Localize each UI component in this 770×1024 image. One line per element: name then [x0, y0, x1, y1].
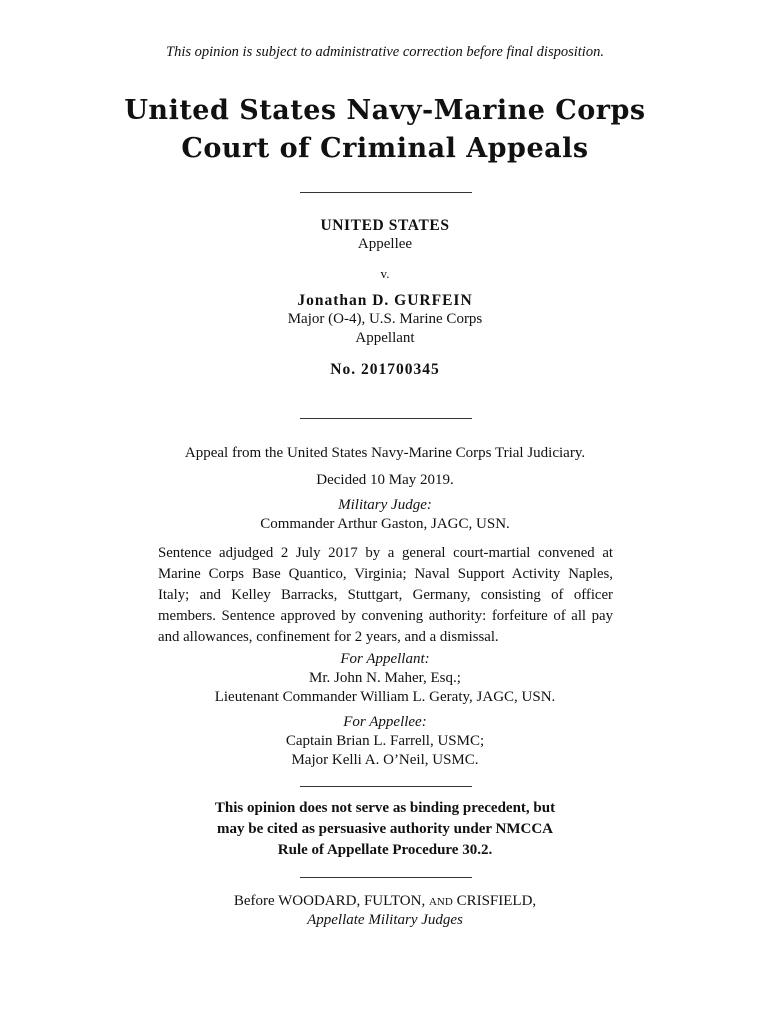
military-judge-label: Military Judge: [338, 497, 432, 513]
party-united-states: UNITED STATES [320, 217, 450, 234]
panel-judges [0, 892, 770, 911]
panel-last-judge: CRISFIELD, [456, 893, 537, 909]
panel-before: Before WOODARD, FULTON, [233, 893, 426, 909]
sentence-paragraph: Sentence adjudged 2 July 2017 by a general court-martial convened at Marine Corps Base Quantico, Virginia; Naval Support Activity Naples, Italy; and Kelley Barracks, Stuttgart, Germany, consisting of officer members. Sentence approved by convening authority: forfeiture of all pay and allowances, confinement for 2 years, and a dismissal. [158, 545, 613, 645]
divider-rule [300, 192, 472, 193]
appeal-info [0, 444, 770, 534]
appellant-counsel-1: Mr. John N. Maher, Esq.; [309, 670, 461, 686]
precedent-line3: Rule of Appellate Procedure 30.2. [277, 842, 493, 858]
appeal-from: Appeal from the United States Navy-Marine Corps Trial Judiciary. [184, 445, 586, 461]
court-title-line2: Court of Criminal Appeals [181, 133, 589, 164]
precedent-line1: This opinion does not serve as binding precedent, but [214, 800, 556, 816]
appellee-counsel-1: Captain Brian L. Farrell, USMC; [285, 733, 485, 749]
divider-rule [300, 418, 472, 419]
party-role-appellant: Appellant [355, 330, 415, 346]
party-role-appellee: Appellee [357, 236, 413, 252]
court-title-line1: United States Navy-Marine Corps [124, 95, 646, 126]
appellee-counsel-2: Major Kelli A. O’Neil, USMC. [291, 752, 479, 768]
appellant-counsel-2: Lieutenant Commander William L. Geraty, JAGC, USN. [214, 689, 556, 705]
court-title [0, 92, 770, 168]
counsel-info [0, 650, 770, 770]
divider-rule [300, 877, 472, 878]
precedent-notice [0, 798, 770, 861]
correction-notice: This opinion is subject to administrative correction before final disposition. [166, 44, 604, 60]
panel-info [0, 892, 770, 930]
panel-and: and [428, 893, 453, 909]
appellee-counsel-label: For Appellee: [343, 714, 427, 730]
divider-rule [300, 786, 472, 787]
versus-label: v. [380, 266, 390, 281]
party-appellant-name: Jonathan D. GURFEIN [297, 292, 473, 309]
case-caption [0, 216, 770, 379]
precedent-line2: may be cited as persuasive authority under NMCCA [217, 821, 553, 837]
case-number: No. 201700345 [330, 361, 440, 378]
decided-date: Decided 10 May 2019. [316, 472, 454, 488]
party-appellant-rank: Major (O-4), U.S. Marine Corps [287, 311, 483, 327]
appellant-counsel-label: For Appellant: [340, 651, 430, 667]
panel-title: Appellate Military Judges [307, 912, 463, 928]
military-judge-name: Commander Arthur Gaston, JAGC, USN. [260, 516, 510, 532]
